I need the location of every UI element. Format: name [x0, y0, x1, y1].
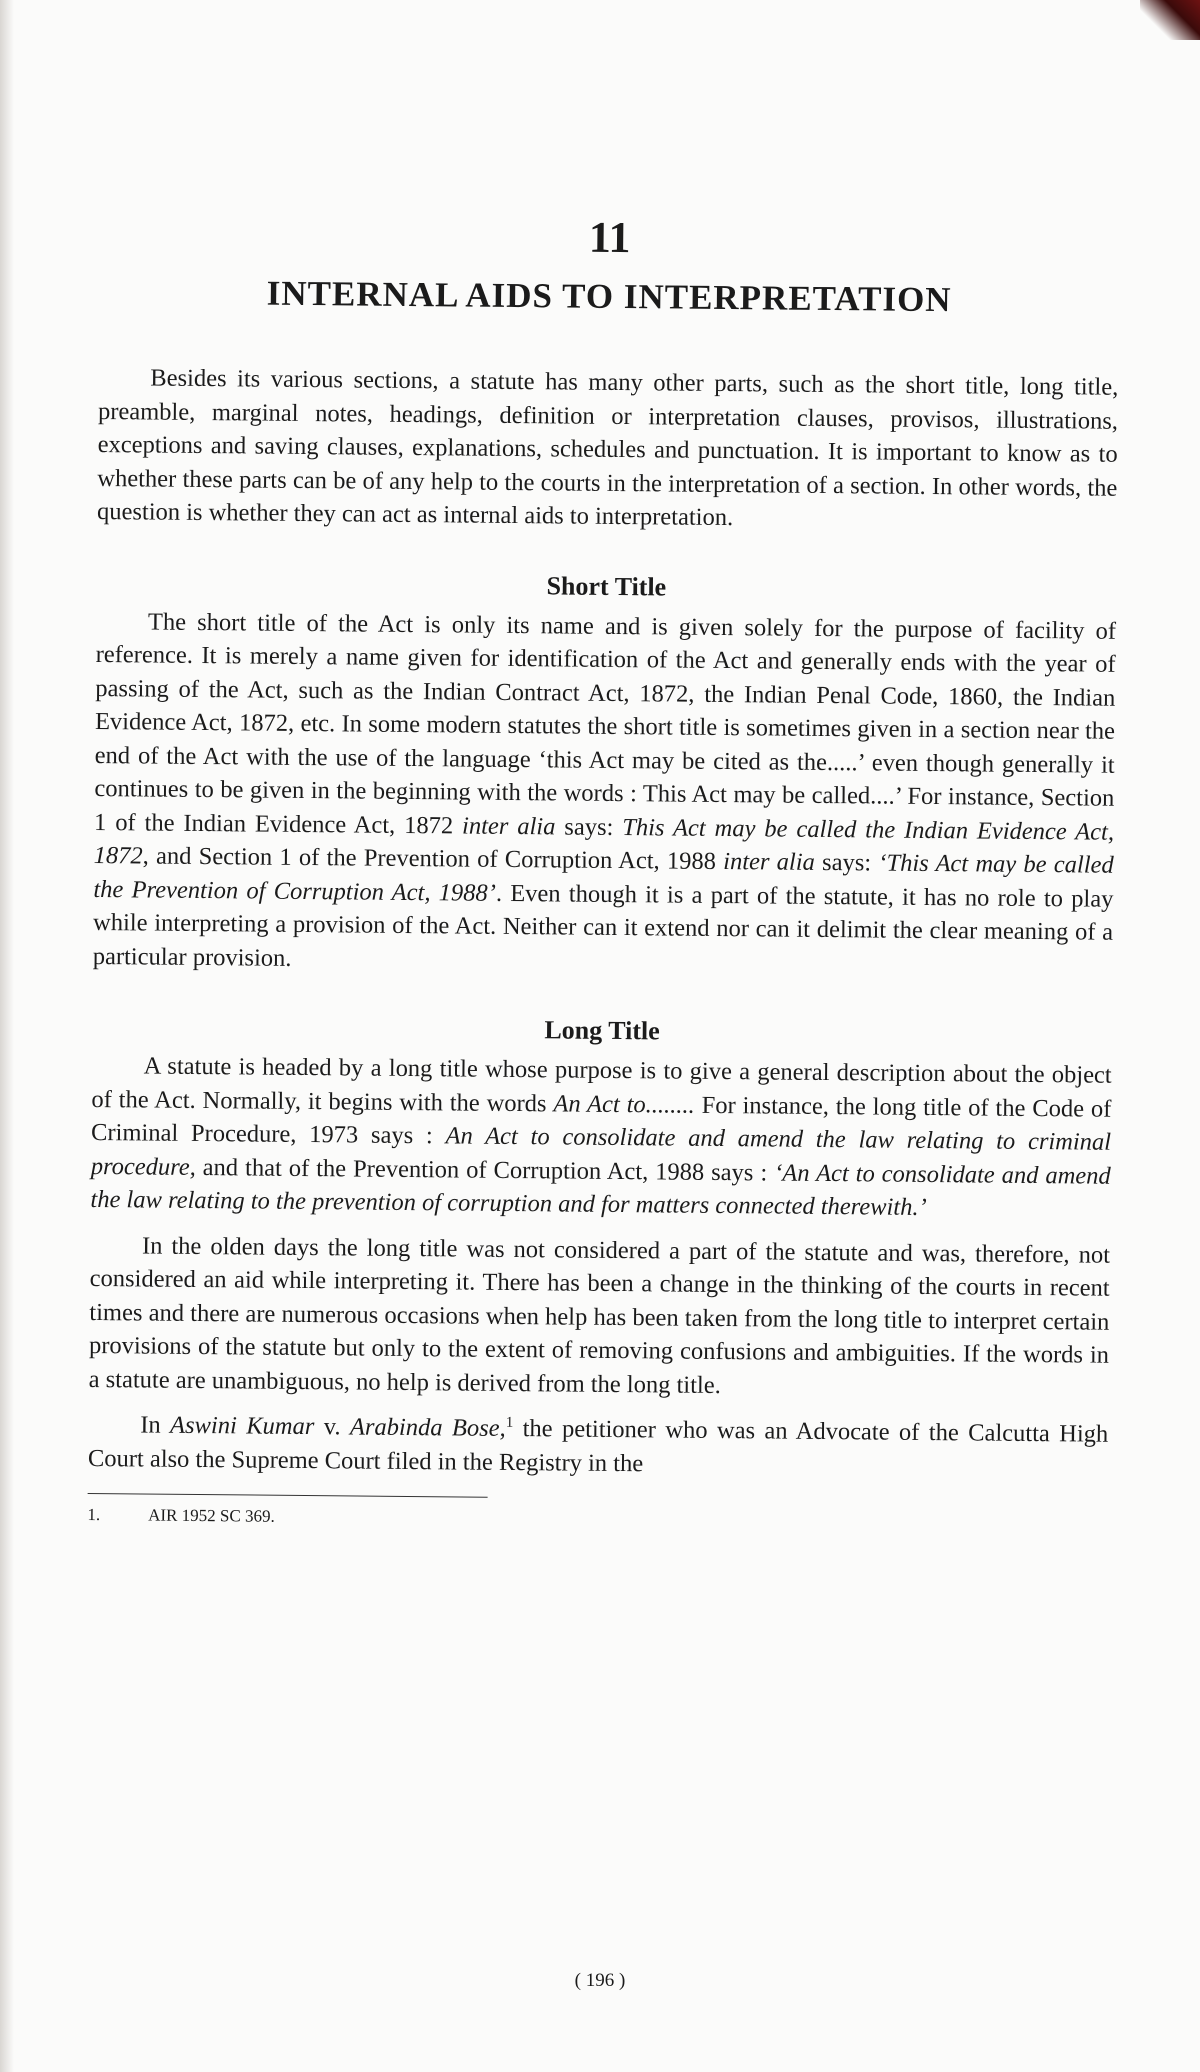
italic-run: An Act to consolidate and amend the law relating to criminal procedure, [90, 1122, 1112, 1181]
footnote-marker: 1. [87, 1504, 101, 1525]
text-run: v. [314, 1413, 351, 1441]
text-run: says: [555, 812, 623, 841]
italic-run: inter alia [461, 812, 556, 840]
text-run: , and Section 1 of the Prevention of Corruption Act, 1988 [142, 842, 724, 876]
italic-run: ‘An Act to consolidate and amend the law relating to the prevention of corruption and for matters connected therewith.’ [90, 1159, 1111, 1221]
text-run: For instance, the long title of the Code of Criminal Procedure, 1973 says : [90, 1091, 1112, 1150]
intro-paragraph: Besides its various sections, a statute has many other parts, such as the short title, long title, preamble, marginal notes, headings, definition or interpretation clauses, provisos, illustrations, exceptions and saving clauses, explanations, schedules and punctuation. It is important to know as to whether these parts can be of any help to the courts in the interpretation of a section. In other words, the question is whether they can act as internal aids to interpretation. [96, 364, 1119, 532]
text-run: . Even though it is a part of the statute, it has no role to play while interpreting a provision of the Act. Neither can it extend nor can it delimit the clear meaning of a particular provision. [92, 879, 1114, 972]
text-run: and that of the Prevention of Corruption Act, 1988 says : [195, 1153, 775, 1187]
italic-run: Aswini Kumar [170, 1411, 315, 1441]
italic-run: An Act to........ [553, 1089, 695, 1119]
long-title-paragraph-2: In the olden days the long title was not considered a part of the statute and was, therefore, not considered an aid while interpreting it. There has been a change in the thinking of the courts in recent times and there are numerous occasions when help has been taken from the long title to interpret certain provisions of the statute but only to the extent of removing confusions and ambiguities. If the words in a statute are unambiguous, no help is derived from the long title. [88, 1231, 1111, 1399]
chapter-title: INTERNAL AIDS TO INTERPRETATION [266, 273, 952, 320]
text-run: says: [814, 848, 879, 877]
short-title-paragraph [93, 604, 1116, 982]
page-edge-shadow [0, 0, 14, 2072]
text-run: In [140, 1411, 171, 1439]
footnote-reference: 1 [505, 1414, 514, 1431]
text-run: The short title of the Act is only its name and is given solely for the purpose of facility of reference. It is merely a name given for identification of the Act and generally ends with the year of passing of the Act, such as the Indian Contract Act, 1872, the Indian Penal Code, 1860, the Indian Evidence Act, 1872, etc. In some modern statutes the short title is sometimes given in a section near the end of the Act with the use of the language ‘this Act may be cited as the.....’ even though generally it continues to be given in the beginning with the words : This Act may be called....’ For instance, Section 1 of the Indian Evidence Act, 1872 [93, 607, 1117, 840]
italic-run: Arabinda Bose, [349, 1413, 506, 1442]
text-run: A statute is headed by a long title whose purpose is to give a general description about the object of the Act. Normally, it begins with the words [91, 1052, 1112, 1117]
footnote-text: AIR 1952 SC 369. [148, 1505, 275, 1526]
footnote [87, 1504, 1107, 1536]
italic-run: ‘This Act may be called the Prevention of Corruption Act, 1988’ [93, 849, 1114, 907]
section-heading-short-title: Short Title [546, 570, 667, 601]
chapter-number: 11 [588, 212, 631, 263]
corner-shadow [1140, 0, 1200, 40]
italic-run: inter alia [723, 848, 815, 876]
section-heading-long-title: Long Title [544, 1015, 660, 1046]
italic-run: This Act may be called the Indian Evidence Act, 1872 [93, 813, 1115, 870]
footnote-divider [88, 1493, 488, 1498]
text-run: the petitioner who was an Advocate of the Calcutta High Court also the Supreme Court filed in the Registry in the [87, 1415, 1109, 1477]
page-number: ( 196 ) [574, 1970, 626, 1991]
long-title-paragraph-1 [90, 1049, 1112, 1226]
long-title-paragraph-3 [88, 1408, 1109, 1485]
page-content [87, 205, 1120, 1536]
